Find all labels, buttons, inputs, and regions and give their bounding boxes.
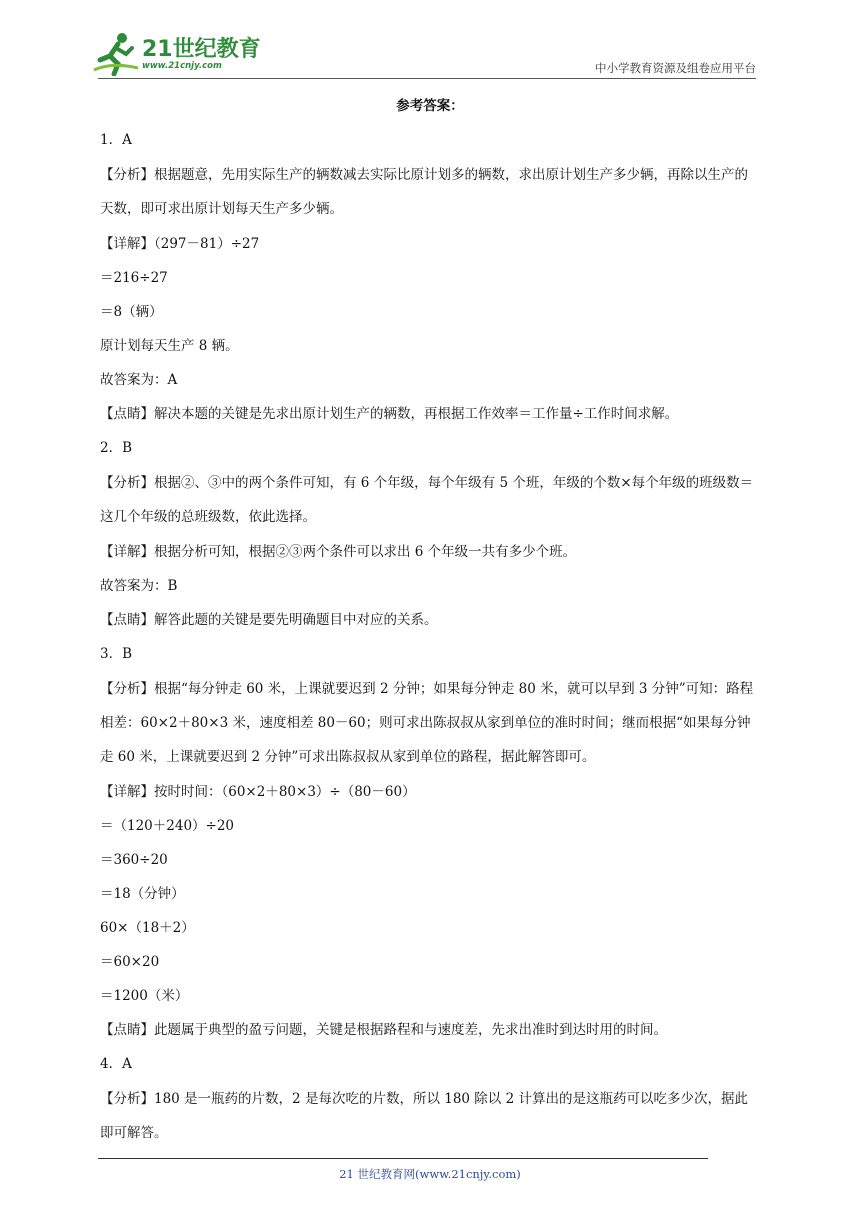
q3-step1: ＝（120＋240）÷20 — [100, 818, 235, 834]
q2-analysis: 【分析】根据②、③中的两个条件可知，有 6 个年级，每个年级有 5 个班，年级的个数×每个年级的班级数＝这几个年级的总班级数，依此选择。 — [100, 475, 754, 525]
q3-detail: 【详解】按时时间：（60×2＋80×3）÷（80－60） — [100, 784, 416, 800]
q2-detail: 【详解】根据分析可知，根据②③两个条件可以求出 6 个年级一共有多少个班。 — [100, 544, 577, 560]
q3-step5: ＝60×20 — [100, 954, 160, 970]
footer-link[interactable]: 21 世纪教育网(www.21cnjy.com) — [339, 1167, 521, 1181]
header-divider — [98, 78, 756, 79]
q1-step2: ＝8（辆） — [100, 304, 163, 320]
q2-comment: 【点睛】解答此题的关键是要先明确题目中对应的关系。 — [100, 612, 438, 628]
q3-comment: 【点睛】此题属于典型的盈亏问题，关键是根据路程和与速度差，先求出准时到达时用的时间。 — [100, 1022, 667, 1038]
q2-number: 2．B — [100, 440, 133, 456]
logo-text: 21世纪教育 — [142, 37, 261, 62]
q3-step2: ＝360÷20 — [100, 852, 168, 868]
q1-number: 1．A — [100, 132, 132, 148]
q3-step4: 60×（18＋2） — [100, 920, 195, 936]
q1-answer: 故答案为：A — [100, 372, 178, 388]
q4-number: 4．A — [100, 1056, 132, 1072]
q1-conclusion: 原计划每天生产 8 辆。 — [100, 338, 239, 354]
q3-step3: ＝18（分钟） — [100, 886, 185, 902]
q3-number: 3．B — [100, 646, 133, 662]
page-title: 参考答案： — [396, 98, 464, 114]
site-logo[interactable] — [92, 30, 262, 80]
footer-divider — [98, 1158, 708, 1159]
q1-comment: 【点睛】解决本题的关键是先求出原计划生产的辆数，再根据工作效率＝工作量÷工作时间求解。 — [100, 406, 679, 422]
logo-url: www.21cnjy.com — [142, 61, 222, 71]
platform-name: 中小学教育资源及组卷应用平台 — [595, 61, 756, 75]
q2-answer: 故答案为：B — [100, 578, 178, 594]
page-header — [0, 0, 860, 82]
q3-analysis: 【分析】根据“每分钟走 60 米，上课就要迟到 2 分钟；如果每分钟走 80 米，就可以早到 3 分钟”可知：路程相差：60×2＋80×3 米，速度相差 80－60；则可求出陈叔叔从家到单位的准时时间；继而根据“如果每分钟走 60 米，上课就要迟到 2 分钟”可求出陈叔叔从家到单位的路程，据此解答即可。 — [100, 681, 754, 765]
q1-detail: 【详解】（297－81）÷27 — [100, 236, 260, 252]
q3-step6: ＝1200（米） — [100, 988, 189, 1004]
answer-content — [100, 96, 760, 1150]
q1-step1: ＝216÷27 — [100, 270, 168, 286]
q4-analysis: 【分析】180 是一瓶药的片数，2 是每次吃的片数，所以 180 除以 2 计算出的是这瓶药可以吃多少次，据此即可解答。 — [100, 1091, 748, 1141]
q1-analysis: 【分析】根据题意，先用实际生产的辆数减去实际比原计划多的辆数，求出原计划生产多少辆，再除以生产的天数，即可求出原计划每天生产多少辆。 — [100, 167, 748, 217]
runner-logo-icon — [92, 30, 140, 76]
